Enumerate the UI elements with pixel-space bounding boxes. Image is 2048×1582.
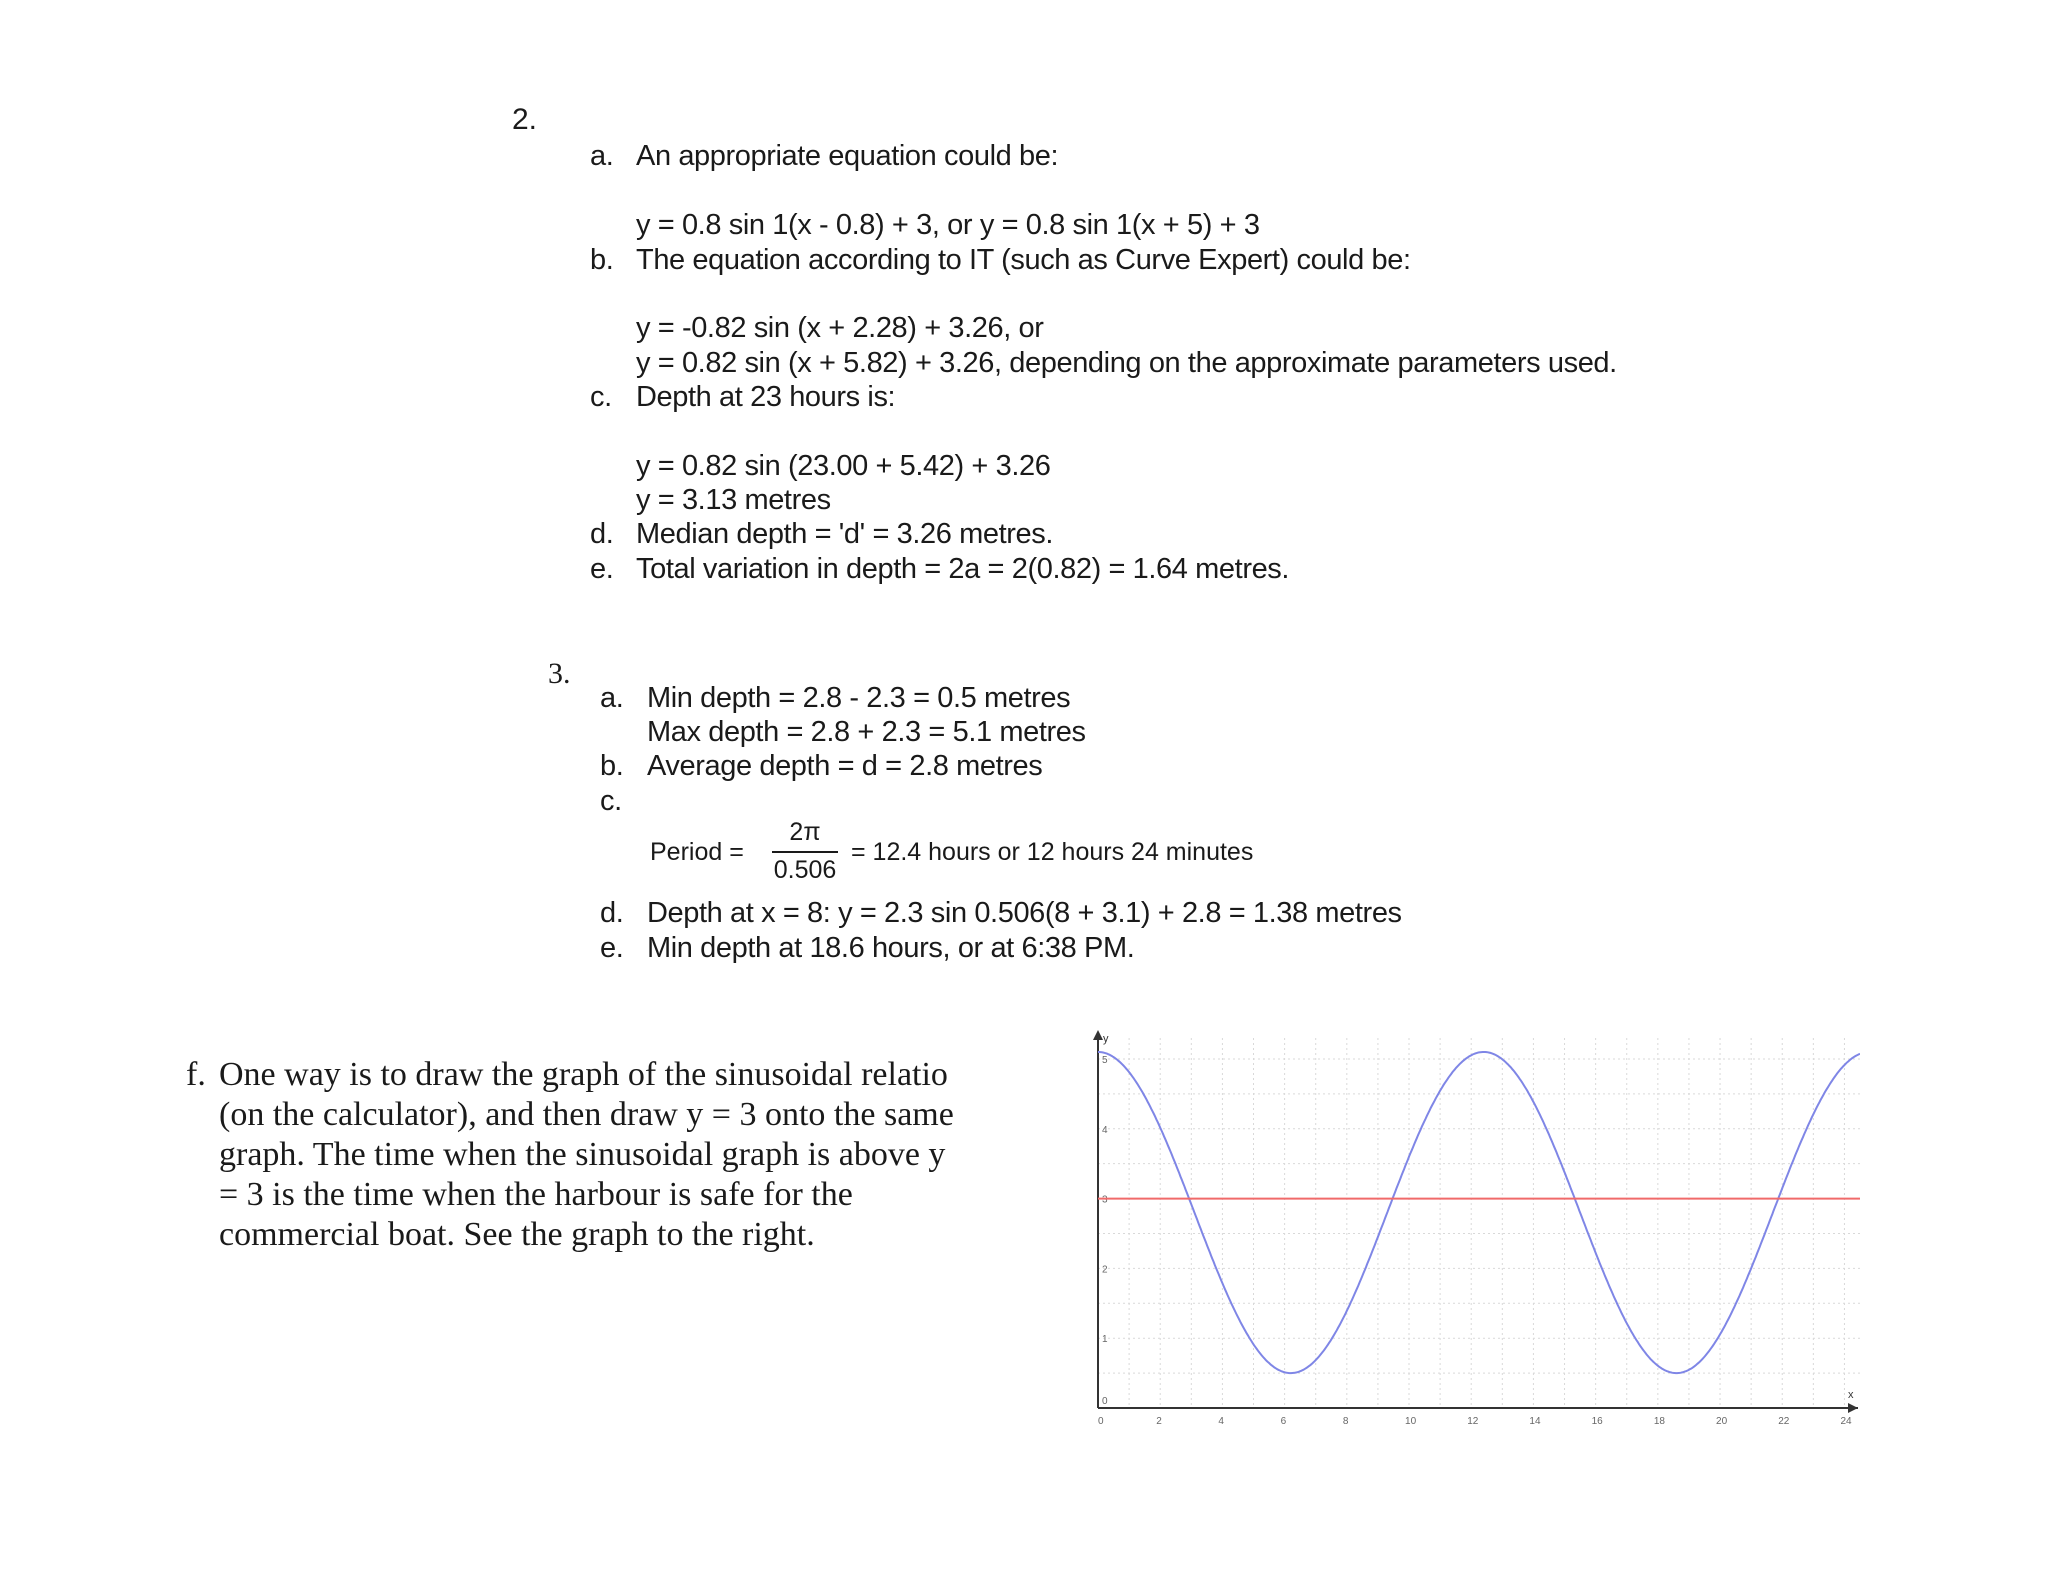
q3-b-letter: b. bbox=[600, 750, 624, 782]
y-tick-label: 1 bbox=[1102, 1334, 1108, 1346]
x-tick-label: 22 bbox=[1778, 1416, 1790, 1427]
period-numerator: 2π bbox=[789, 818, 821, 846]
x-tick-label: 6 bbox=[1280, 1416, 1287, 1427]
y-tick-label: 3 bbox=[1102, 1194, 1108, 1206]
y-tick-label: 0 bbox=[1102, 1396, 1108, 1407]
q3-a-line-1: Min depth = 2.8 - 2.3 = 0.5 metres bbox=[647, 682, 1071, 714]
q2-c-letter: c. bbox=[590, 381, 612, 413]
q2-b-letter: b. bbox=[590, 244, 614, 276]
period-denominator: 0.506 bbox=[773, 856, 837, 884]
x-tick-label: 12 bbox=[1467, 1416, 1479, 1427]
period-label: Period = bbox=[650, 838, 744, 866]
x-axis-label: x bbox=[1848, 1389, 1854, 1401]
y-tick-label: 5 bbox=[1102, 1054, 1108, 1066]
q3-e-line: Min depth at 18.6 hours, or at 6:38 PM. bbox=[647, 932, 1135, 964]
q3-b-line: Average depth = d = 2.8 metres bbox=[647, 750, 1043, 782]
y-axis-arrow bbox=[1093, 1030, 1103, 1040]
axes bbox=[1093, 1030, 1858, 1413]
q2-a-line: An appropriate equation could be: bbox=[636, 140, 1059, 172]
fraction-bar bbox=[772, 851, 838, 853]
q3-a-line-2: Max depth = 2.8 + 2.3 = 5.1 metres bbox=[647, 716, 1086, 748]
f-line-1: One way is to draw the graph of the sinusoidal relatio bbox=[219, 1056, 948, 1093]
q2-d-letter: d. bbox=[590, 518, 614, 550]
q3-a-letter: a. bbox=[600, 682, 624, 714]
x-tick-label: 4 bbox=[1218, 1416, 1224, 1427]
y-tick-label: 2 bbox=[1102, 1264, 1108, 1276]
q2-d-line: Median depth = 'd' = 3.26 metres. bbox=[636, 518, 1054, 550]
y-tick-label: 4 bbox=[1102, 1124, 1108, 1136]
x-tick-label: 0 bbox=[1098, 1416, 1104, 1427]
x-tick-label: 2 bbox=[1156, 1416, 1162, 1427]
q2-b-line: The equation according to IT (such as Curve Expert) could be: bbox=[636, 244, 1411, 276]
tick-labels bbox=[1098, 1055, 1852, 1427]
grid bbox=[1098, 1038, 1860, 1408]
f-line-5: commercial boat. See the graph to the right. bbox=[219, 1216, 815, 1253]
q2-b-equation-2: y = 0.82 sin (x + 5.82) + 3.26, depending on the approximate parameters used. bbox=[636, 347, 1617, 379]
x-axis-arrow bbox=[1848, 1403, 1858, 1413]
sinusoid-curve bbox=[1098, 1052, 1860, 1373]
y-axis-label: y bbox=[1103, 1033, 1109, 1045]
q2-e-letter: e. bbox=[590, 553, 614, 585]
question-3-number: 3. bbox=[548, 657, 571, 690]
q2-c-equation-2: y = 3.13 metres bbox=[636, 484, 831, 516]
f-line-4: = 3 is the time when the harbour is safe for the bbox=[219, 1176, 853, 1213]
x-tick-label: 8 bbox=[1342, 1416, 1349, 1427]
q2-c-equation-1: y = 0.82 sin (23.00 + 5.42) + 3.26 bbox=[636, 450, 1051, 482]
x-tick-label: 16 bbox=[1591, 1416, 1603, 1427]
x-tick-label: 10 bbox=[1405, 1416, 1417, 1427]
x-tick-label: 24 bbox=[1840, 1416, 1852, 1427]
sinusoid-graph bbox=[1090, 1030, 1860, 1450]
q3-d-line: Depth at x = 8: y = 2.3 sin 0.506(8 + 3.1) + 2.8 = 1.38 metres bbox=[647, 897, 1402, 929]
q2-b-equation-1: y = -0.82 sin (x + 2.28) + 3.26, or bbox=[636, 312, 1044, 344]
f-line-2: (on the calculator), and then draw y = 3 onto the same bbox=[219, 1096, 954, 1133]
x-tick-label: 14 bbox=[1529, 1416, 1541, 1427]
f-line-3: graph. The time when the sinusoidal graph is above y bbox=[219, 1136, 946, 1173]
q3-c-letter: c. bbox=[600, 785, 622, 817]
x-tick-label: 18 bbox=[1653, 1416, 1665, 1427]
q2-c-line: Depth at 23 hours is: bbox=[636, 381, 896, 413]
period-result: = 12.4 hours or 12 hours 24 minutes bbox=[851, 838, 1254, 866]
question-2-number: 2. bbox=[512, 103, 538, 136]
q2-a-letter: a. bbox=[590, 140, 614, 172]
q2-e-line: Total variation in depth = 2a = 2(0.82) = 1.64 metres. bbox=[636, 553, 1290, 585]
q3-d-letter: d. bbox=[600, 897, 624, 929]
x-tick-label: 20 bbox=[1716, 1416, 1728, 1427]
f-letter: f. bbox=[186, 1056, 206, 1093]
q3-e-letter: e. bbox=[600, 932, 624, 964]
q2-a-equation: y = 0.8 sin 1(x - 0.8) + 3, or y = 0.8 sin 1(x + 5) + 3 bbox=[636, 209, 1260, 241]
